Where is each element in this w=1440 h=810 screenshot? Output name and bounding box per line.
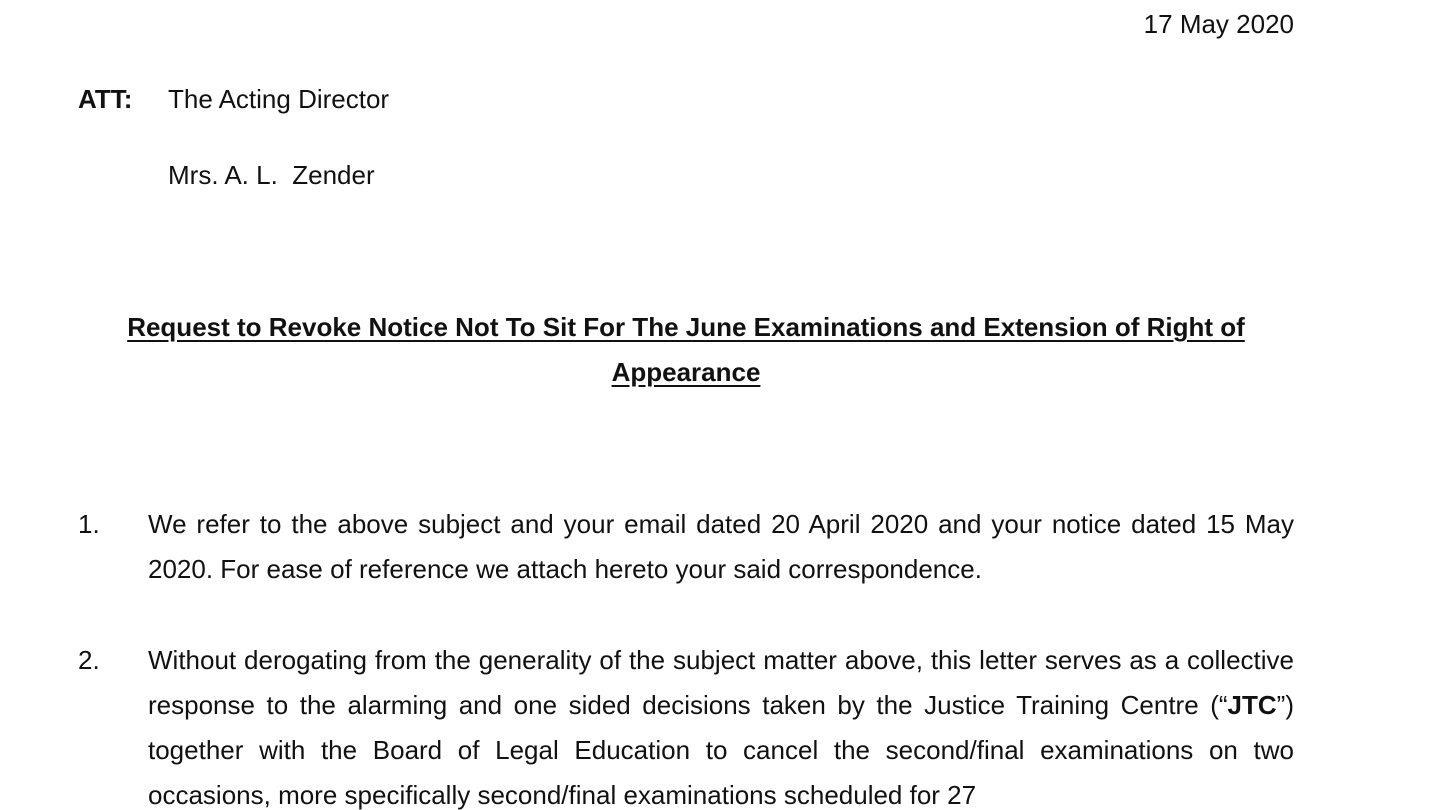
attention-line [78, 77, 389, 122]
paragraph-number: 1. [78, 509, 100, 539]
paragraph-text-bold: JTC [1227, 690, 1277, 720]
paragraph-text-before: Without derogating from the generality of the subject matter above, this letter serves as a collective response to the alarming and one sided decisions taken by the Justice Training Centre (“ [148, 645, 1294, 720]
subject-heading: Request to Revoke Notice Not To Sit For The June Examinations and Extension of Right of Appearance [127, 312, 1245, 387]
paragraph-text-after: ”) together with the Board of Legal Education to cancel the second/final examinations on two occasions, more specifically second/final examinations scheduled for 27 [148, 690, 1294, 810]
paragraph-number: 2. [78, 645, 100, 675]
paragraph-2 [78, 638, 1294, 810]
letter-date: 17 May 2020 [1143, 9, 1294, 39]
paragraph-text: We refer to the above subject and your email dated 20 April 2020 and your notice dated 15 May 2020. For ease of reference we attach hereto your said correspondence. [148, 509, 1294, 584]
paragraph-1 [78, 502, 1294, 592]
attention-name: The Acting Director [168, 84, 390, 114]
paragraph-text [148, 638, 1294, 810]
recipient-name: Mrs. A. L. Zender [168, 160, 375, 190]
attention-label: ATT: [78, 84, 133, 114]
